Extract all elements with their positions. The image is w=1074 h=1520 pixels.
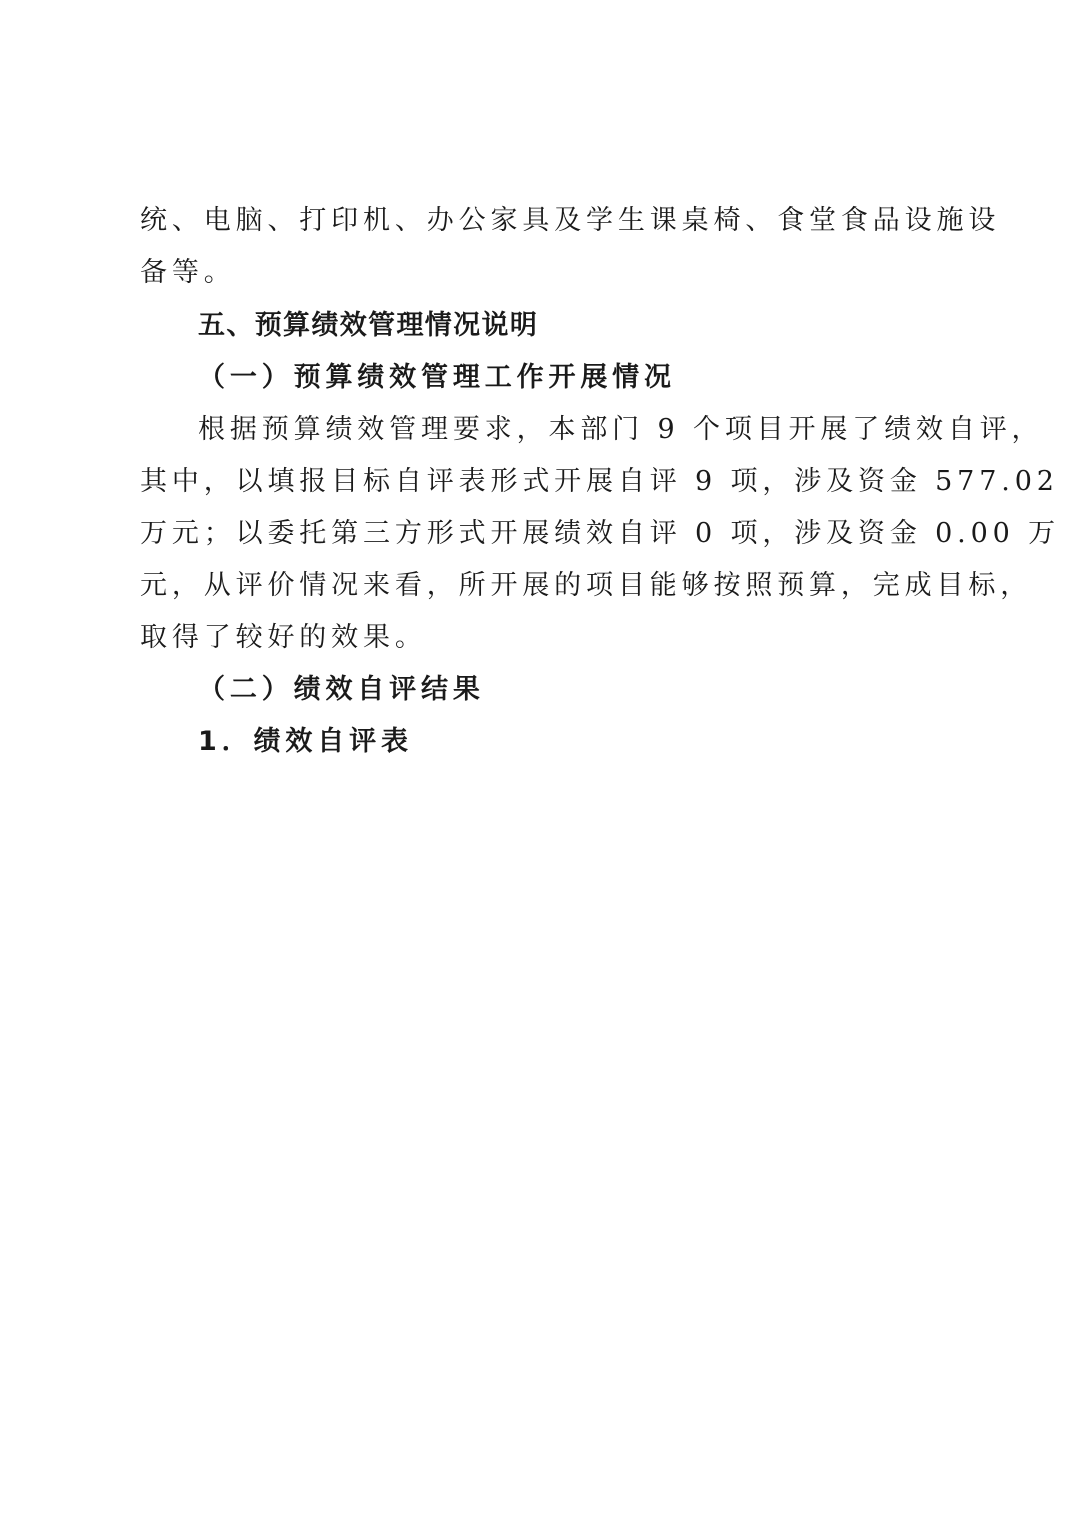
paragraph-line: 元，从评价情况来看，所开展的项目能够按照预算，完成目标， [140,570,1033,601]
paragraph-line: 根据预算绩效管理要求，本部门 9 个项目开展了绩效自评， [198,414,1044,445]
paragraph-line: 取得了较好的效果。 [140,622,427,653]
body-text-line: 统、电脑、打印机、办公家具及学生课桌椅、食堂食品设施设 [140,205,1001,236]
body-text-line: 备等。 [140,257,236,288]
section-heading: 五、预算绩效管理情况说明 [198,310,539,341]
subsection-heading: （二）绩效自评结果 [198,674,485,705]
subsection-heading: （一）预算绩效管理工作开展情况 [198,362,676,393]
paragraph-line: 万元；以委托第三方形式开展绩效自评 0 项，涉及资金 0.00 万 [140,518,1061,549]
paragraph-line: 其中，以填报目标自评表形式开展自评 9 项，涉及资金 577.02 [140,466,1059,497]
list-item: 1．绩效自评表 [198,726,413,757]
